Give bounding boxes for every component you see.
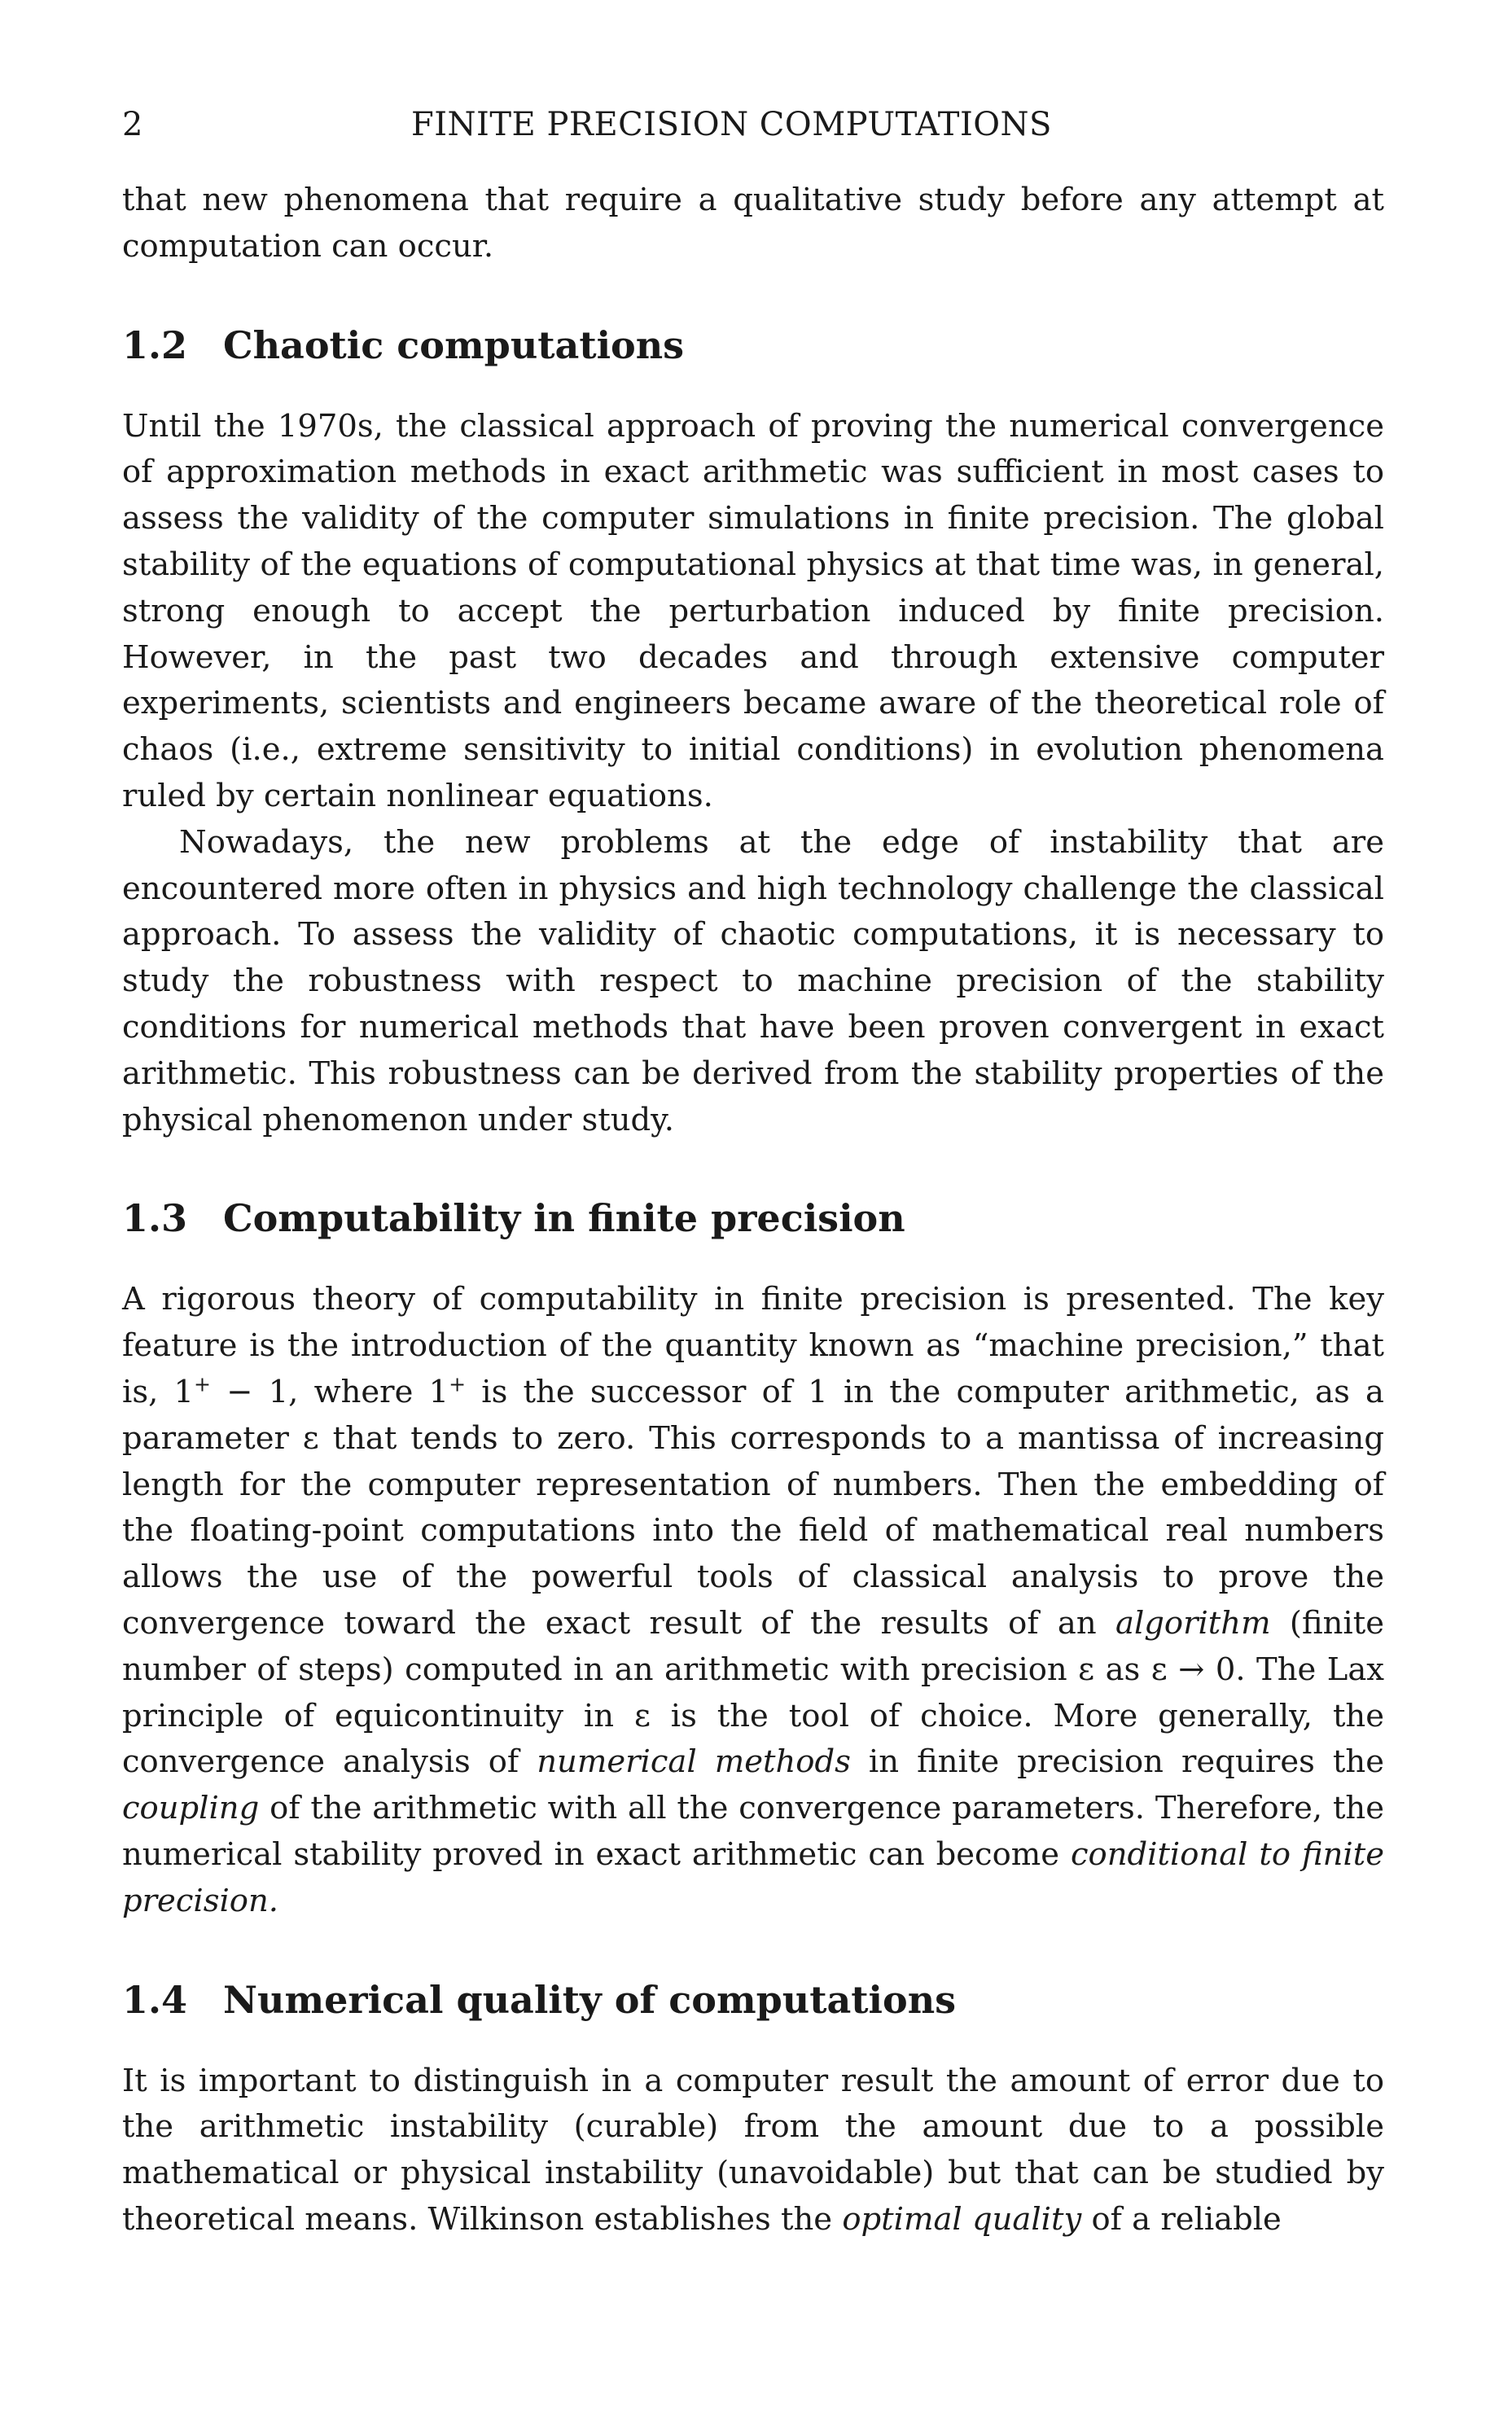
running-title: FINITE PRECISION COMPUTATIONS	[411, 106, 1052, 143]
section-heading-1-3	[122, 1194, 1384, 1243]
paragraph: A rigorous theory of computability in finite precision is presented. The key feature is the introduction of the quantity known as “machine precision,” that is, 1+ − 1, where 1+ is the successor of 1 in the computer arithmetic, as a parameter ε that tends to zero. This corresponds to a mantissa of increasing length for the computer representation of numbers. Then the embedding of the floating-point computations into the field of mathematical real numbers allows the use of the powerful tools of classical analysis to prove the convergence toward the exact result of the results of an algorithm (finite number of steps) computed in an arithmetic with precision ε as ε → 0. The Lax principle of equicontinuity in ε is the tool of choice. More generally, the convergence analysis of numerical methods in finite precision requires the coupling of the arithmetic with all the convergence parameters. Therefore, the numerical stability proved in exact arithmetic can become conditional to finite precision.	[122, 1281, 1385, 1919]
paragraph: Nowadays, the new problems at the edge of instability that are encountered more often in physics and high technology challenge the classical approach. To assess the validity of chaotic computations, it is necessary to study the robustness with respect to machine precision of the stability conditions for numerical methods that have been proven convergent in exact arithmetic. This robustness can be derived from the stability properties of the physical phenomenon under study.	[122, 823, 1384, 1138]
section-title: Numerical quality of computations	[223, 1977, 957, 2022]
page-number: 2	[122, 106, 143, 143]
paragraph: It is important to distinguish in a computer result the amount of error due to the arithmetic instability (curable) from the amount due to a possible mathematical or physical instability (unavoidable) but that can be studied by theoretical means. Wilkinson establishes the optimal quality of a reliable	[122, 2062, 1384, 2238]
section-heading-1-4	[122, 1975, 1384, 2024]
paragraph: Until the 1970s, the classical approach of proving the numerical convergence of approximation methods in exact arithmetic was sufficient in most cases to assess the validity of the computer simulations in finite precision. The global stability of the equations of computational physics at that time was, in general, strong enough to accept the perturbation induced by finite precision. However, in the past two decades and through extensive computer experiments, scientists and engineers became aware of the theoretical role of chaos (i.e., extreme sensitivity to initial conditions) in evolution phenomena ruled by certain nonlinear equations.	[122, 407, 1384, 814]
section-title: Computability in finite precision	[223, 1196, 905, 1241]
section-title: Chaotic computations	[223, 322, 685, 367]
intro-paragraph: that new phenomena that require a qualitative study before any attempt at computation can occur.	[122, 182, 1384, 265]
section-number: 1.4	[122, 1977, 188, 2022]
section-heading-1-2	[122, 321, 1384, 370]
section-number: 1.3	[122, 1196, 188, 1241]
book-page	[122, 106, 1384, 2243]
section-number: 1.2	[122, 322, 188, 367]
running-head	[122, 106, 1384, 155]
